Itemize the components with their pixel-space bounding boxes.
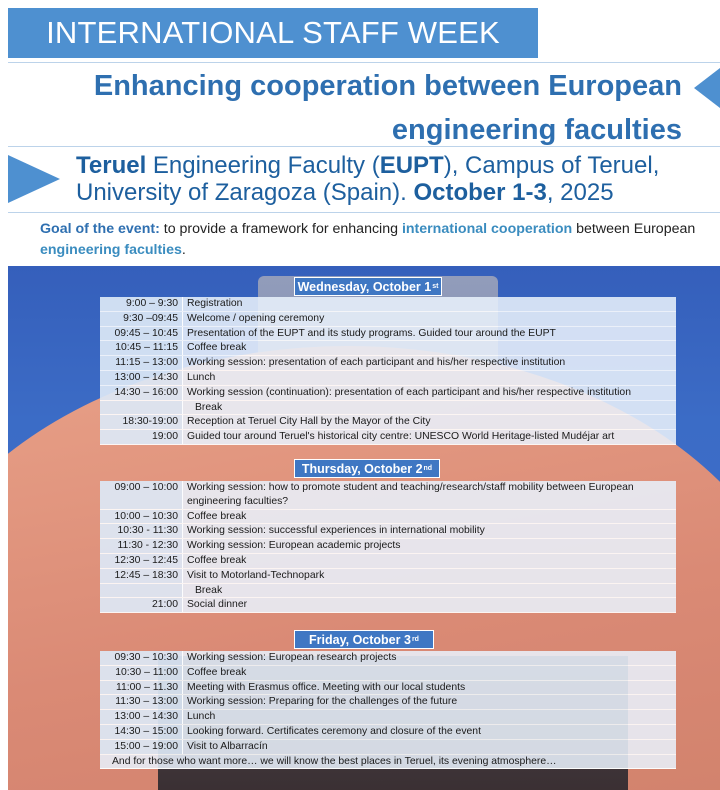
schedule-activity: Lunch bbox=[183, 710, 676, 724]
day-header-thursday: Thursday, October 2 nd bbox=[294, 459, 440, 478]
schedule-time: 09:00 – 10:00 bbox=[100, 481, 183, 509]
schedule-row bbox=[100, 740, 676, 755]
schedule-activity: Working session: Preparing for the challenges of the future bbox=[183, 695, 676, 709]
closing-note: And for those who want more… we will know the best places in Teruel, its evening atmosphere… bbox=[100, 755, 676, 770]
goal-text: . bbox=[181, 242, 186, 258]
schedule-row bbox=[100, 569, 676, 584]
schedule-time bbox=[100, 584, 183, 598]
subtitle-line-2: engineering faculties bbox=[391, 114, 682, 146]
schedule-activity: Reception at Teruel City Hall by the Mayor of the City bbox=[183, 415, 676, 429]
schedule-row bbox=[100, 539, 676, 554]
divider-line bbox=[8, 212, 720, 213]
arrow-right-icon bbox=[8, 155, 60, 203]
schedule-time: 12:30 – 12:45 bbox=[100, 554, 183, 568]
schedule-activity: Working session: how to promote student and teaching/research/staff mobility between European engineering faculties? bbox=[183, 481, 676, 509]
schedule-activity: Break bbox=[183, 401, 676, 415]
event-subtitle bbox=[10, 64, 682, 152]
schedule-row bbox=[100, 401, 676, 416]
event-banner: INTERNATIONAL STAFF WEEK bbox=[8, 8, 538, 58]
schedule-wednesday bbox=[100, 297, 676, 445]
schedule-row bbox=[100, 327, 676, 342]
schedule-activity: Guided tour around Teruel's historical city centre: UNESCO World Heritage-listed Mudéjar art bbox=[183, 430, 676, 444]
schedule-row bbox=[100, 312, 676, 327]
schedule-time: 09:30 – 10:30 bbox=[100, 651, 183, 665]
schedule-row bbox=[100, 651, 676, 666]
schedule-time: 14:30 – 15:00 bbox=[100, 725, 183, 739]
schedule-activity: Working session: European research projects bbox=[183, 651, 676, 665]
schedule-row bbox=[100, 386, 676, 401]
goal-highlight: engineering faculties bbox=[40, 242, 182, 258]
schedule-row bbox=[100, 598, 676, 613]
schedule-activity: Working session: presentation of each participant and his/her respective institution bbox=[183, 356, 676, 370]
schedule-time: 10:30 - 11:30 bbox=[100, 524, 183, 538]
schedule-activity: Visit to Motorland-Technopark bbox=[183, 569, 676, 583]
schedule-time: 10:45 – 11:15 bbox=[100, 341, 183, 355]
schedule-activity: Looking forward. Certificates ceremony and closure of the event bbox=[183, 725, 676, 739]
schedule-row bbox=[100, 510, 676, 525]
schedule-time: 21:00 bbox=[100, 598, 183, 612]
schedule-time: 11:30 – 13:00 bbox=[100, 695, 183, 709]
day-header-wednesday: Wednesday, October 1 st bbox=[294, 277, 442, 296]
schedule-row bbox=[100, 666, 676, 681]
event-goal bbox=[40, 219, 720, 261]
schedule-time: 09:45 – 10:45 bbox=[100, 327, 183, 341]
schedule-activity: Coffee break bbox=[183, 554, 676, 568]
schedule-activity: Presentation of the EUPT and its study programs. Guided tour around the EUPT bbox=[183, 327, 676, 341]
location-acronym: EUPT bbox=[379, 152, 444, 179]
schedule-time: 13:00 – 14:30 bbox=[100, 710, 183, 724]
schedule-time: 11:15 – 13:00 bbox=[100, 356, 183, 370]
subtitle-line-1: Enhancing cooperation between European bbox=[93, 70, 682, 102]
schedule-row bbox=[100, 725, 676, 740]
schedule-activity: Meeting with Erasmus office. Meeting with our local students bbox=[183, 681, 676, 695]
schedule-row bbox=[100, 430, 676, 445]
schedule-activity: Working session: European academic projects bbox=[183, 539, 676, 553]
schedule-time: 12:45 – 18:30 bbox=[100, 569, 183, 583]
schedule-activity: Coffee break bbox=[183, 341, 676, 355]
location-text: University of Zaragoza (Spain). bbox=[76, 179, 414, 206]
schedule-time: 18:30-19:00 bbox=[100, 415, 183, 429]
schedule-activity: Registration bbox=[183, 297, 676, 311]
schedule-time: 10:00 – 10:30 bbox=[100, 510, 183, 524]
schedule-time: 19:00 bbox=[100, 430, 183, 444]
schedule-row bbox=[100, 695, 676, 710]
schedule-time: 11:30 - 12:30 bbox=[100, 539, 183, 553]
schedule-activity: Break bbox=[183, 584, 676, 598]
schedule-time: 9:30 –09:45 bbox=[100, 312, 183, 326]
goal-text: between European bbox=[572, 221, 696, 237]
event-dates: October 1-3 bbox=[413, 179, 547, 206]
location-city: Teruel bbox=[76, 152, 147, 179]
schedule-row bbox=[100, 415, 676, 430]
event-location bbox=[76, 152, 716, 206]
goal-highlight: international cooperation bbox=[401, 221, 573, 237]
schedule-friday bbox=[100, 651, 676, 769]
schedule-activity: Visit to Albarracín bbox=[183, 740, 676, 754]
schedule-activity: Working session (continuation): presentation of each participant and his/her respective institution bbox=[183, 386, 676, 400]
schedule-time: 13:00 – 14:30 bbox=[100, 371, 183, 385]
schedule-time: 10:30 – 11:00 bbox=[100, 666, 183, 680]
day-header-friday: Friday, October 3 rd bbox=[294, 630, 434, 649]
schedule-row bbox=[100, 584, 676, 599]
goal-text: to provide a framework for enhancing bbox=[159, 221, 402, 237]
schedule-thursday bbox=[100, 481, 676, 613]
schedule-time bbox=[100, 401, 183, 415]
goal-label: Goal of the event: bbox=[40, 221, 160, 237]
schedule-activity: Lunch bbox=[183, 371, 676, 385]
schedule-row bbox=[100, 297, 676, 312]
location-text: ), Campus of Teruel, bbox=[443, 152, 660, 179]
schedule-activity: Welcome / opening ceremony bbox=[183, 312, 676, 326]
schedule-time: 11:00 – 11.30 bbox=[100, 681, 183, 695]
schedule-time: 15:00 – 19:00 bbox=[100, 740, 183, 754]
schedule-time: 9:00 – 9:30 bbox=[100, 297, 183, 311]
schedule-row bbox=[100, 681, 676, 696]
arrow-left-icon bbox=[694, 68, 720, 108]
schedule-activity: Coffee break bbox=[183, 510, 676, 524]
location-text: Engineering Faculty ( bbox=[146, 152, 380, 179]
schedule-row bbox=[100, 356, 676, 371]
schedule-row bbox=[100, 524, 676, 539]
schedule-row bbox=[100, 371, 676, 386]
event-year: , 2025 bbox=[546, 179, 614, 206]
schedule-row bbox=[100, 710, 676, 725]
divider-line bbox=[8, 62, 720, 63]
schedule-time: 14:30 – 16:00 bbox=[100, 386, 183, 400]
schedule-activity: Coffee break bbox=[183, 666, 676, 680]
schedule-activity: Working session: successful experiences in international mobility bbox=[183, 524, 676, 538]
schedule-row bbox=[100, 481, 676, 510]
schedule-row bbox=[100, 554, 676, 569]
divider-line bbox=[8, 146, 720, 147]
schedule-row bbox=[100, 341, 676, 356]
schedule-activity: Social dinner bbox=[183, 598, 676, 612]
